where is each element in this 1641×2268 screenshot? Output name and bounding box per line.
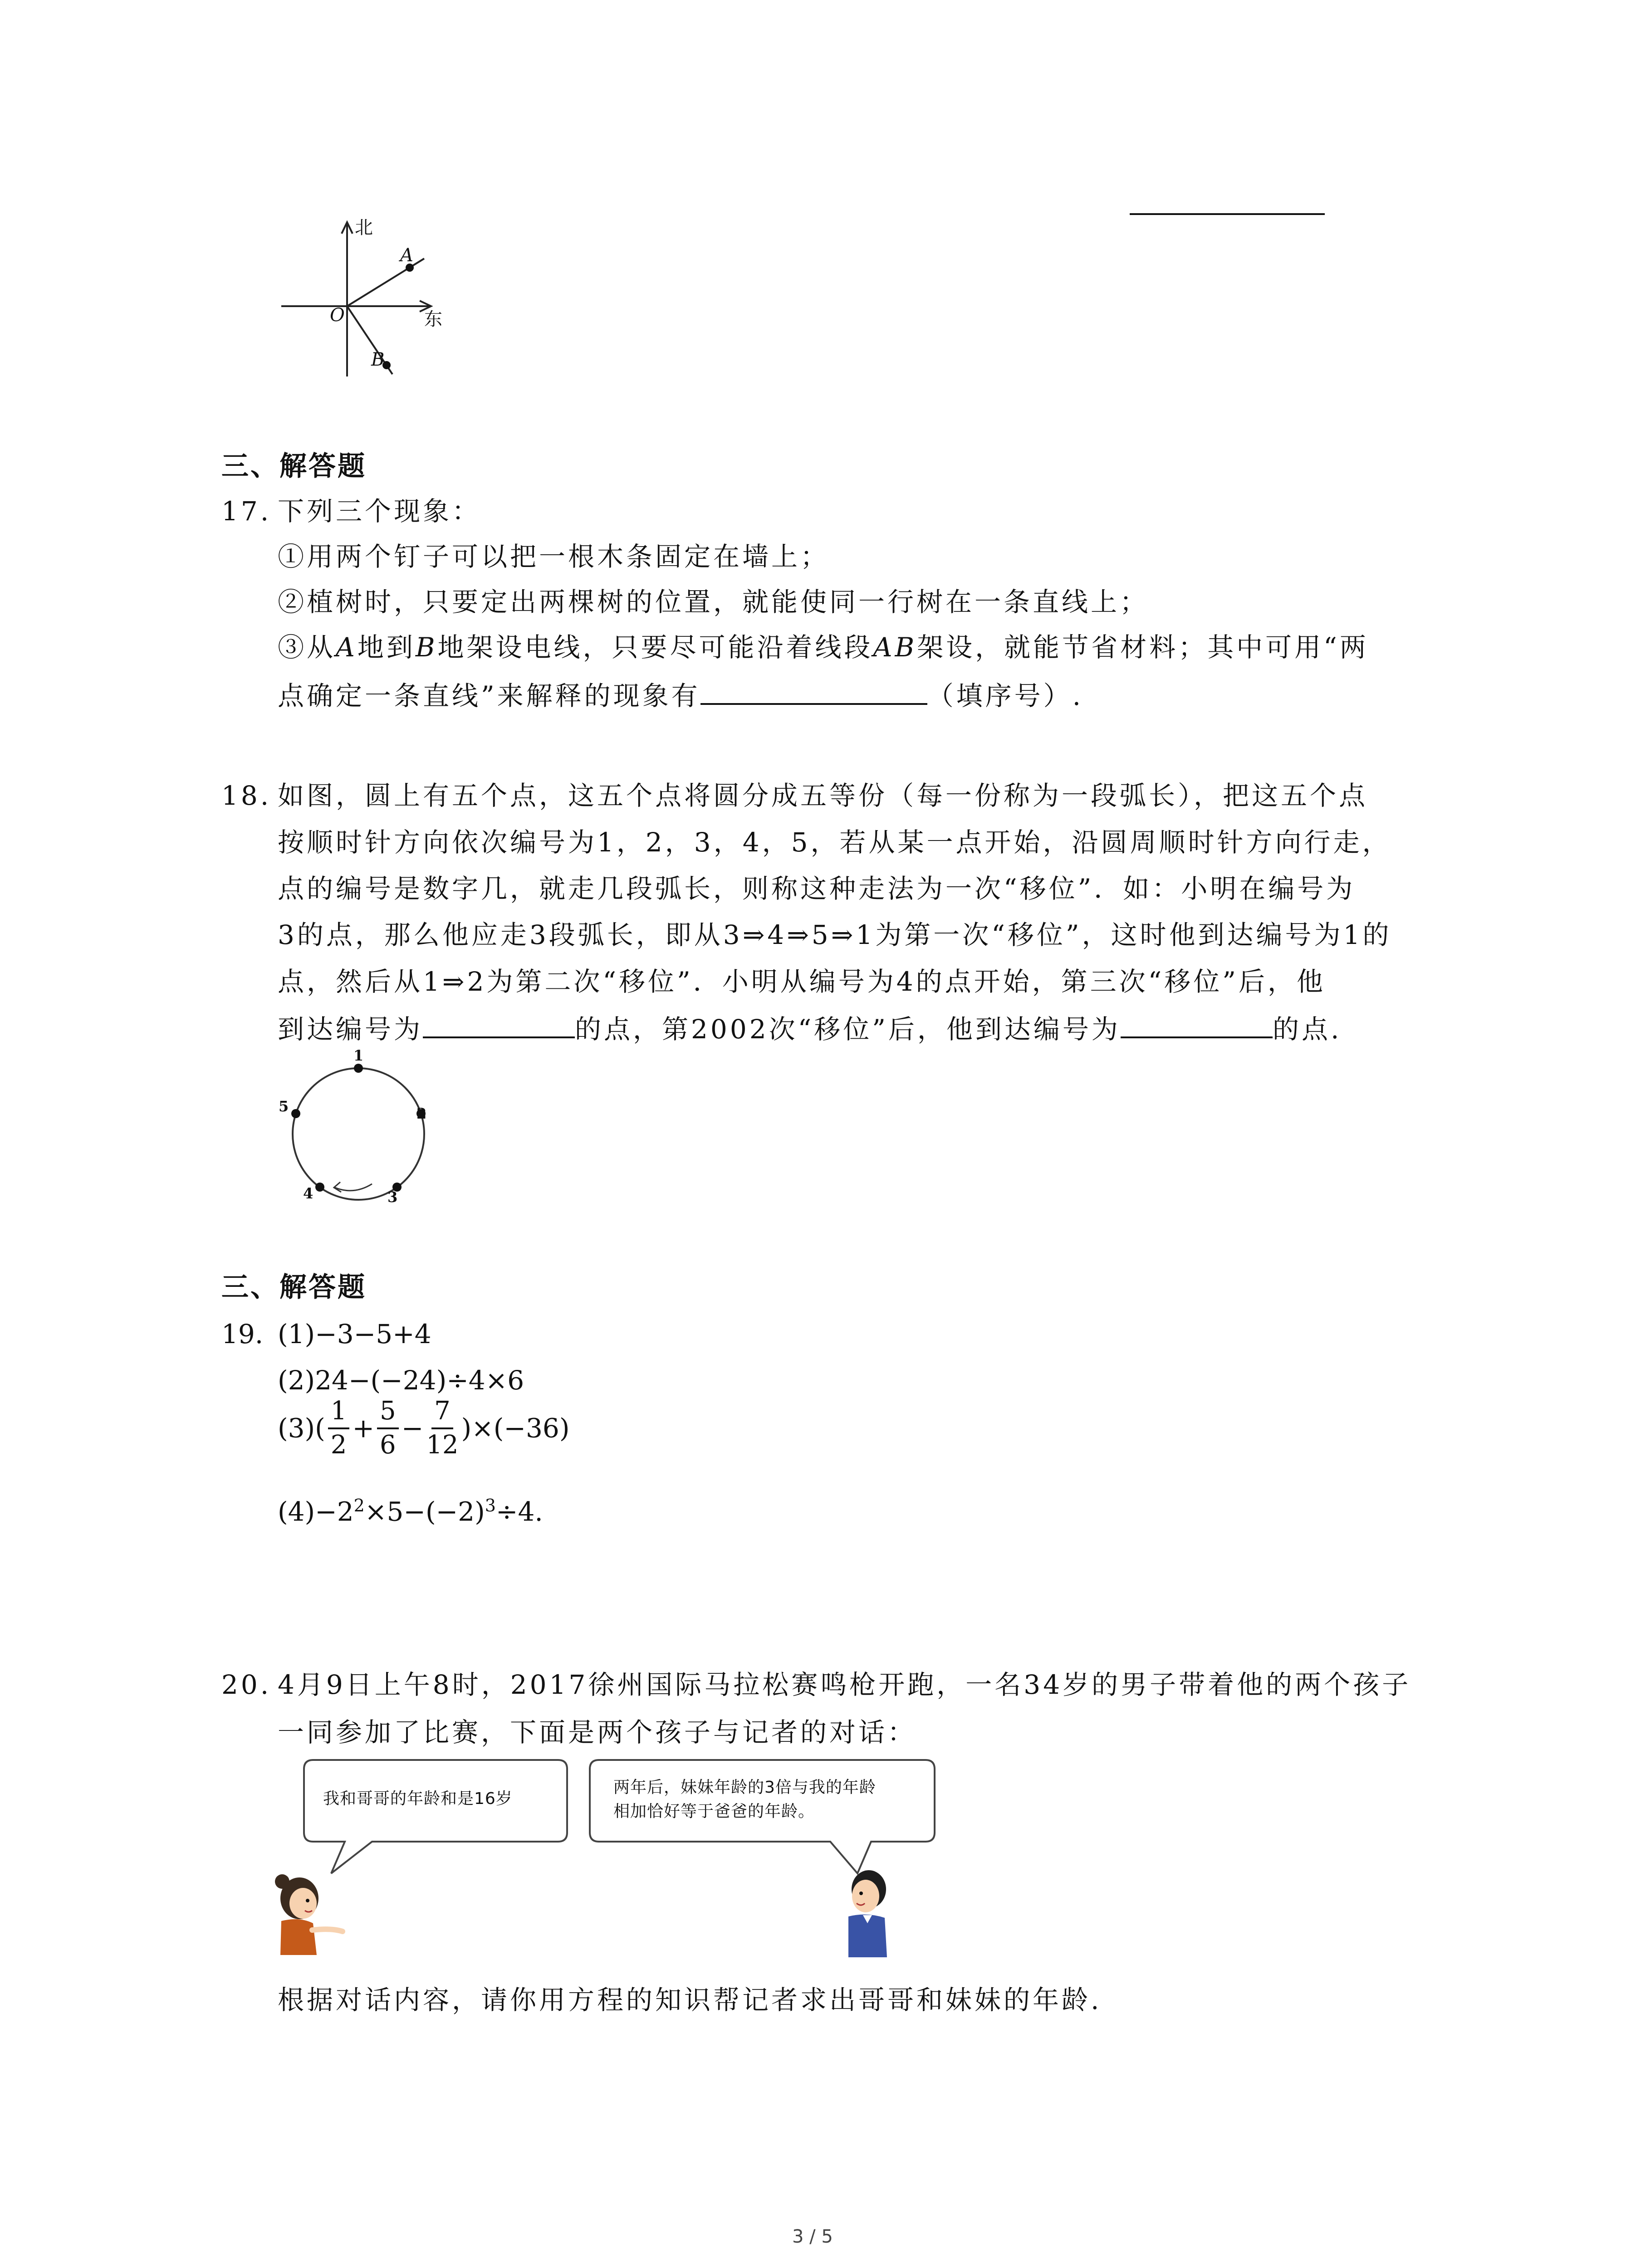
- boy-speech-text-line-2: 相加恰好等于爸爸的年龄。: [613, 1802, 815, 1821]
- fraction-denominator: 6: [380, 1430, 396, 1460]
- q19-part-4-c: ÷4.: [495, 1496, 543, 1527]
- q17-item-3: [278, 632, 1369, 663]
- q17-item-3-part-c: 地架设电线，只要尽可能沿着线段: [437, 632, 873, 663]
- q18-line-6-part-c: 的点.: [1272, 1014, 1342, 1045]
- fraction-1-2: [328, 1398, 350, 1459]
- boy-illustration: [848, 1870, 887, 1957]
- circle-label-1: 1: [353, 1047, 364, 1064]
- fraction-numerator: 5: [377, 1398, 399, 1429]
- q19-part-3: [278, 1398, 569, 1459]
- q20-number: 20.: [221, 1669, 272, 1700]
- q19-part-4: [278, 1497, 543, 1525]
- exponent: 3: [485, 1496, 496, 1515]
- circle-label-4: 4: [303, 1185, 314, 1202]
- q17-intro: 下列三个现象：: [278, 496, 481, 527]
- q17-var-b: B: [415, 632, 438, 663]
- q17-var-a: A: [336, 632, 358, 663]
- fraction-denominator: 2: [330, 1430, 347, 1460]
- circle-label-3: 3: [387, 1188, 398, 1206]
- q18-number: 18.: [221, 780, 272, 811]
- boy-speech-text-line-1: 两年后，妹妹年龄的3倍与我的年龄: [613, 1778, 876, 1797]
- q19-part-1: (1)−3−5+4: [278, 1319, 431, 1349]
- q17-line-5-part-b: （填序号）.: [927, 680, 1084, 711]
- q20-line-2: 一同参加了比赛，下面是两个孩子与记者的对话：: [278, 1717, 917, 1748]
- exponent: 2: [353, 1496, 365, 1515]
- q17-item-3-part-d: 架设，就能节省材料；其中可用“两: [917, 632, 1369, 663]
- q18-answer-blank-1[interactable]: [423, 1036, 575, 1038]
- q18-line-6: [278, 1014, 1342, 1045]
- circle-label-2: 2: [416, 1105, 427, 1122]
- fraction-numerator: 7: [431, 1398, 453, 1429]
- q18-answer-blank-2[interactable]: [1121, 1036, 1273, 1038]
- q17-number: 17.: [221, 496, 272, 527]
- q17-line-5: [278, 680, 1084, 711]
- q18-line-3: 点的编号是数字几，就走几段弧长，则称这种走法为一次“移位”．如：小明在编号为: [278, 873, 1356, 904]
- q17-item-1: ①用两个钉子可以把一根木条固定在墙上；: [278, 541, 830, 572]
- minus-sign: −: [401, 1413, 424, 1444]
- compass-north-label: 北: [355, 217, 373, 238]
- q19-number: 19.: [221, 1319, 264, 1349]
- fraction-denominator: 12: [426, 1430, 459, 1460]
- five-point-circle-diagram: [268, 1052, 440, 1216]
- q17-var-ab: AB: [873, 632, 917, 663]
- q19-part-2: (2)24−(−24)÷4×6: [278, 1365, 524, 1396]
- q20-question: 根据对话内容，请你用方程的知识帮记者求出哥哥和妹妹的年龄.: [278, 1984, 1102, 2015]
- compass-diagram: [268, 213, 458, 386]
- q17-item-3-part-b: 地到: [357, 632, 416, 663]
- fraction-7-12: [426, 1398, 458, 1459]
- q19-part-4-b: ×5−(−2): [364, 1496, 485, 1527]
- q17-answer-blank[interactable]: [700, 703, 927, 705]
- plus-sign: +: [352, 1413, 375, 1444]
- q20-line-1: 4月9日上午8时，2017徐州国际马拉松赛鸣枪开跑，一名34岁的男子带着他的两个孩子: [278, 1669, 1411, 1700]
- answer-blank-q16: [1130, 213, 1325, 215]
- section-heading-1: 三、解答题: [221, 450, 367, 482]
- girl-illustration: [275, 1874, 343, 1955]
- q19-part-3-suffix: )×(−36): [461, 1413, 570, 1444]
- page-number: 3 / 5: [792, 2226, 833, 2247]
- compass-origin-label: O: [330, 305, 345, 326]
- section-heading-2: 三、解答题: [221, 1271, 367, 1303]
- fraction-numerator: 1: [328, 1398, 350, 1429]
- q17-item-2: ②植树时，只要定出两棵树的位置，就能使同一行树在一条直线上；: [278, 587, 1149, 617]
- q18-line-5: 点，然后从1⇒2为第二次“移位”．小明从编号为4的点开始，第三次“移位”后，他: [278, 966, 1326, 997]
- q19-part-4-a: (4)−2: [278, 1496, 354, 1527]
- circle-label-5: 5: [279, 1098, 289, 1115]
- compass-point-a-label: A: [400, 245, 413, 266]
- q18-line-4: 3的点，那么他应走3段弧长，即从3⇒4⇒5⇒1为第一次“移位”，这时他到达编号为1的: [278, 919, 1392, 950]
- fraction-5-6: [377, 1398, 399, 1459]
- compass-point-b-label: B: [371, 349, 385, 370]
- q18-line-6-part-b: 的点，第2002次“移位”后，他到达编号为: [575, 1014, 1121, 1045]
- q18-line-6-part-a: 到达编号为: [278, 1014, 423, 1045]
- q18-line-2: 按顺时针方向依次编号为1，2，3，4，5，若从某一点开始，沿圆周顺时针方向行走，: [278, 827, 1391, 858]
- q17-item-3-part-a: ③从: [278, 632, 336, 663]
- compass-east-label: 东: [424, 309, 442, 330]
- q17-line-5-part-a: 点确定一条直线”来解释的现象有: [278, 680, 700, 711]
- q19-part-3-prefix: (3)(: [278, 1413, 325, 1444]
- q18-line-1: 如图，圆上有五个点，这五个点将圆分成五等份（每一份称为一段弧长），把这五个点: [278, 780, 1368, 811]
- girl-speech-text: 我和哥哥的年龄和是16岁: [323, 1789, 513, 1808]
